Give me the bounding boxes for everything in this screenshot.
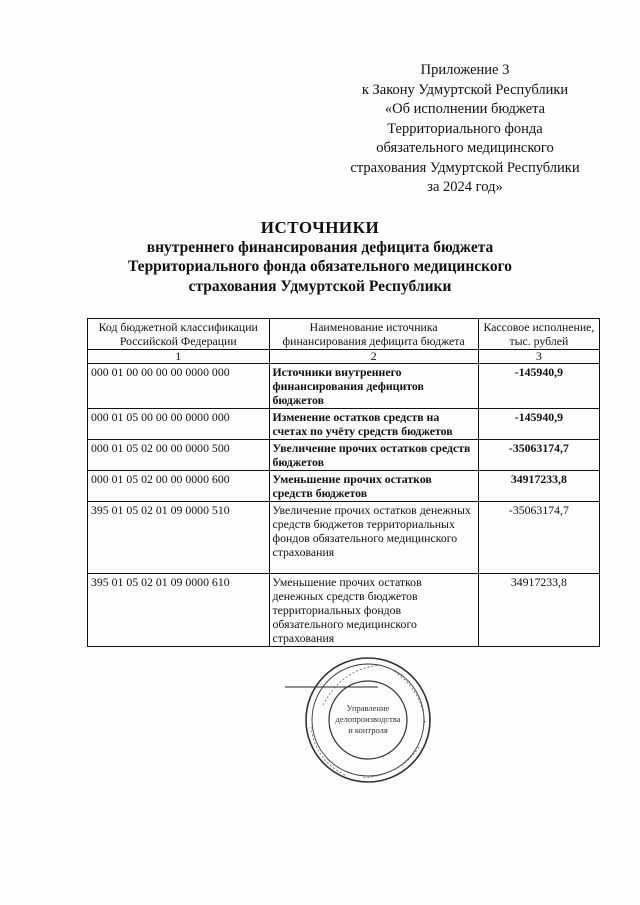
index-cell: 1	[88, 350, 270, 364]
index-cell: 2	[269, 350, 478, 364]
appendix-line: к Закону Удмуртской Республики	[361, 81, 569, 98]
code-cell: 000 01 00 00 00 00 0000 000	[88, 364, 270, 409]
title-line: внутреннего финансирования дефицита бюджета	[146, 238, 494, 256]
amount-cell: -145940,9	[478, 364, 599, 409]
name-cell: Уменьшение прочих остатков средств бюджетов	[269, 471, 478, 502]
table-row	[88, 574, 600, 647]
amount-cell: 34917233,8	[478, 471, 599, 502]
name-cell: Изменение остатков средств на счетах по учёту средств бюджетов	[269, 409, 478, 440]
stamp-text-line: и контроля	[348, 725, 388, 735]
appendix-line: обязательного медицинского	[376, 140, 554, 156]
code-cell: 000 01 05 02 00 00 0000 500	[88, 440, 270, 471]
sources-table	[87, 318, 600, 647]
official-stamp	[283, 645, 433, 795]
amount-cell: -35063174,7	[478, 440, 599, 471]
header-amount: Кассовое исполнение, тыс. рублей	[478, 319, 599, 350]
appendix-header	[340, 61, 590, 198]
amount-cell: -35063174,7	[478, 502, 599, 574]
table-row	[88, 502, 600, 574]
code-cell: 395 01 05 02 01 09 0000 510	[88, 502, 270, 574]
appendix-line: «Об исполнении бюджета	[384, 101, 546, 117]
title-line: Территориального фонда обязательного медицинского	[127, 258, 513, 275]
code-cell: 000 01 05 02 00 00 0000 600	[88, 471, 270, 502]
index-cell: 3	[478, 350, 599, 364]
name-cell: Увеличение прочих остатков денежных средств бюджетов территориальных фондов обязательного медицинского страхования	[269, 502, 478, 574]
appendix-line: Территориального фонда	[387, 120, 543, 137]
table-row	[88, 409, 600, 440]
table-row	[88, 364, 600, 409]
table-index-row	[88, 350, 600, 364]
stamp-text-line: Управление	[346, 703, 390, 713]
table-header-row	[88, 319, 600, 350]
code-cell: 000 01 05 00 00 00 0000 000	[88, 409, 270, 440]
title-main: ИСТОЧНИКИ	[260, 218, 380, 237]
table-row	[88, 440, 600, 471]
appendix-line: за 2024 год»	[427, 179, 503, 195]
name-cell: Источники внутреннего финансирования дефицитов бюджетов	[269, 364, 478, 409]
title-line: страхования Удмуртской Республики	[188, 277, 452, 295]
name-cell: Увеличение прочих остатков средств бюджетов	[269, 440, 478, 471]
table-row	[88, 471, 600, 502]
stamp-text-line: делопроизводства	[335, 714, 401, 724]
code-cell: 395 01 05 02 01 09 0000 610	[88, 574, 270, 647]
appendix-line: Приложение 3	[420, 62, 510, 78]
header-name: Наименование источника финансирования дефицита бюджета	[269, 319, 478, 350]
document-title	[60, 218, 580, 296]
amount-cell: 34917233,8	[478, 574, 599, 647]
amount-cell: -145940,9	[478, 409, 599, 440]
appendix-line: страхования Удмуртской Республики	[350, 159, 580, 176]
header-code: Код бюджетной классификации Российской Федерации	[88, 319, 270, 350]
name-cell: Уменьшение прочих остатков денежных средств бюджетов территориальных фондов обязательного медицинского страхования	[269, 574, 478, 647]
